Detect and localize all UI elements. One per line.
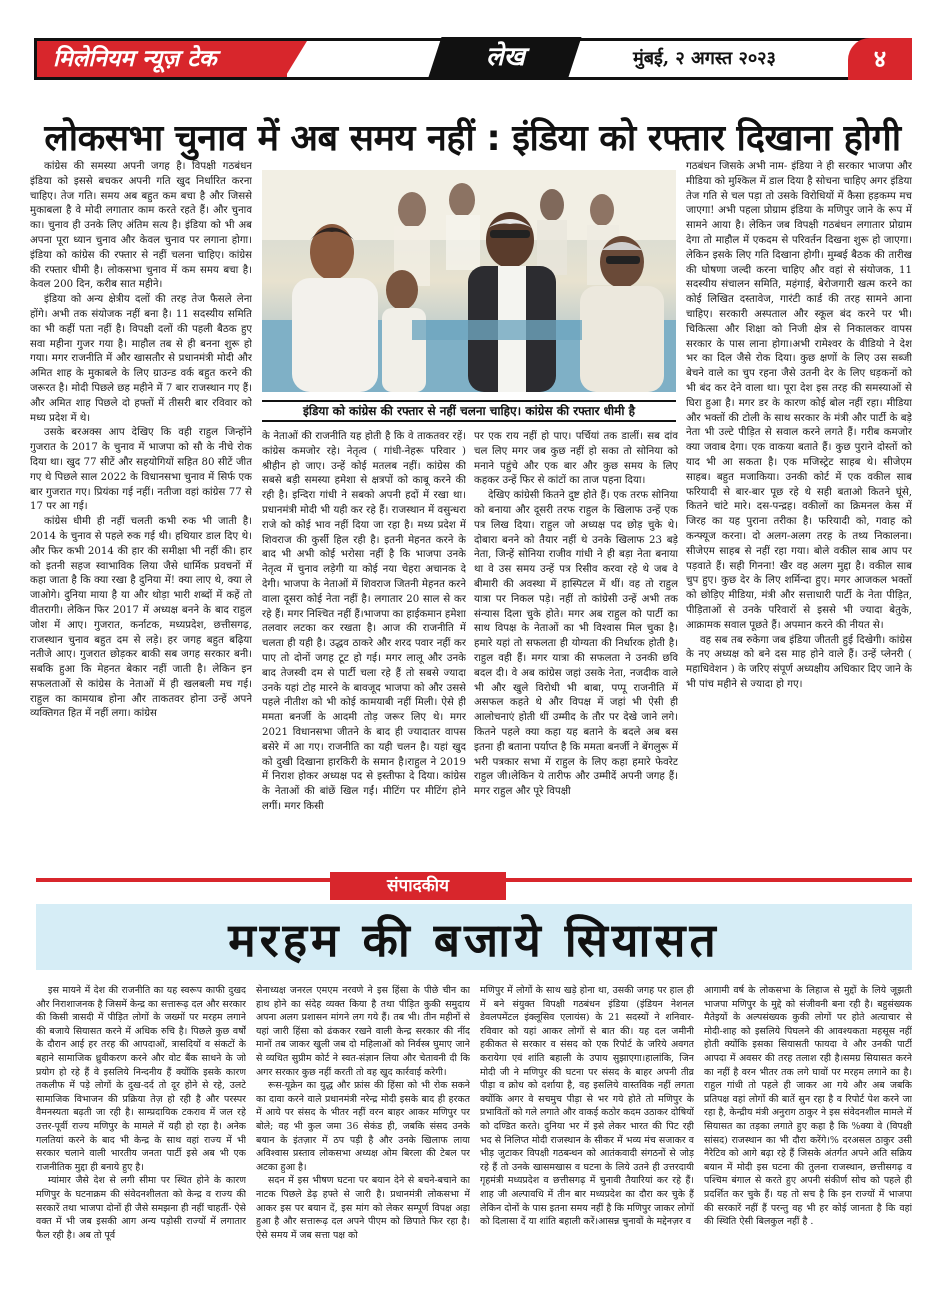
article-column-1 xyxy=(30,160,252,870)
editorial-column-4 xyxy=(704,984,912,1274)
article-paragraph: गठबंधन जिसके अभी नाम- इंडिया ने ही सरकार भाजपा और मीडिया को मुश्किल में डाल दिया है सोचना चाहिए अगर इंडिया तेज गति से चल पड़ा तो उसके विरोधियों में कैसा हड़कम्प मच जाएगा! अभी पहला प्रोग्राम इंडिया के मणिपुर जाने के रूप में सामने आया है। लेकिन जब विपक्षी गठबंधन लगातार प्रोग्राम देगा तो माहौल में एकदम से परिवर्तन दिखना शुरू हो जाएगा। लेकिन इसके लिए गति दिखाना होगी। मुम्बई बैठक की तारीख की घोषणा जल्दी करना चाहिए और वहां से संयोजक, 11 सदस्यीय संचालन समिति, महंगाई, बेरोजगारी खत्म करने का कोई लिखित दस्तावेज, गारंटी कार्ड की तरह सामने आना चाहिए। सरकारी अस्पताल और स्कूल बंद करने पर भी। चिकित्सा और शिक्षा को निजी क्षेत्र से निकालकर वापस सरकार के पास लाना होगा।अभी रामेश्वर के वीडियो ने देश भर का दिल जैसे रोक दिया। कुछ क्षणों के लिए उस सब्जी बेचने वाले का चुप रहना जैसे उतनी देर के लिए धड़कनों को भी बंद कर देने वाला था। पूरा देश इस तरह की समस्याओं से घिरा हुआ है। मगर डर के कारण कोई बोल नहीं रहा। मीडिया और भक्तों की टोली के साथ सरकार के मंत्री और पार्टी के बड़े नेता भी उल्टे पीड़ित से सवाल करने लगते हैं। गरीब कमजोर क्या जवाब देगा। एक वाकया बताते हैं। कुछ पुराने दोस्तों को याद भी आ सकता है। एक मजिस्ट्रेट साहब थे। सीजेएम साहब। बहुत मजाकिया। उनकी कोर्ट में एक वकील साब फरियादी से बार-बार पूछ रहे थे सही बताओ कितने घूंसे, कितने चांटे मारे। दस-पन्द्रह। वकीलों का क्रिमनल केस में जिरह का यह पुराना तरीका है। फरियादी को, गवाह को कन्फ्यूज करना। दो अलग-अलग तरह के तथ्य निकालना।सीजेएम साहब से नहीं रहा गया। बोले वकील साब आप पर पड़वाते हैं। सही गिनना! खैर वह अलग मुद्दा है। वकील साब चुप हुए। कुछ देर के लिए शर्मिन्दा हुए। मगर आजकल भक्तों को छोड़िए मीडिया, मंत्री और सत्ताधारी पार्टी के नेता पीड़ित, पीड़िताओं से उनके परिवारों से इससे भी ज्यादा बेतुके, आक्रामक सवाल पूछते हैं। अपमान करने की नीयत से। xyxy=(686,161,912,631)
editorial-column-3 xyxy=(480,984,694,1274)
brand-slant-decoration xyxy=(285,41,307,77)
editorial-paragraph: म्यांमार जैसे देश से लगी सीमा पर स्थित होने के कारण मणिपुर के घटनाक्रम की संवेदनशीलता को केन्द्र व राज्य की सरकारें तथा भाजपा दोनों ही जैसे समझना ही नहीं चाहतीं- ऐसे वक्त में भी जब इसकी आग अन्य पड़ोसी राज्यों में लगातार फैल रही है। अब तो पूर्व xyxy=(36,1175,246,1241)
article-paragraph: देखिए कांग्रेसी कितने दुष्ट होते हैं। एक तरफ सोनिया को बनाया और दूसरी तरफ राहुल के खिलाफ उन्हें एक पत्र लिख दिया। राहुल जो अध्यक्ष पद छोड़ चुके थे। दोबारा बनने को तैयार नहीं थे उनके खिलाफ 23 बड़े नेता, जिन्हें सोनिया राजीव गांधी ने ही बड़ा नेता बनाया था वे उस समय उन्हें पत्र रिसीव करवा रहे थे जब वे बीमारी की अवस्था में हास्पिटल में थीं। वह तो राहुल यात्रा पर निकल पड़े। नहीं तो कांग्रेसी उन्हें अभी तक संन्यास दिला चुके होते। मगर अब राहुल को पार्टी का साथ विपक्ष के नेताओं का भी विश्वास मिल चुका है। हमारे यहां तो सफलता ही योग्यता की निर्धारक होती है। राहुल वही हैं। मगर यात्रा की सफलता ने उनकी छवि बदल दी। वे अब कांग्रेस जहां उसके नेता, नजदीक वाले भी और खुले विरोधी भी बाबा, पप्पू राजनीति में असफल कहते थे और विपक्ष में जहां भी ऐसी ही आलोचनाएं होती थीं उम्मीद के तौर पर देखे जाने लगे। कितने पहले क्या कहा यह बताने के बदले अब बस इतना ही बताना पर्याप्त है कि ममता बनर्जी ने बेंगलुरू में भरी पत्रकार सभा में राहुल के लिए कहा हमारे फेवरेट राहुल जी।लेकिन ये तारीफ और उम्मीदें अपनी जगह हैं। मगर राहुल और पूरे विपक्षी xyxy=(474,490,678,798)
section-label: लेख xyxy=(485,42,525,72)
editorial-paragraph: रूस-यूक्रेन का युद्ध और फ्रांस की हिंसा को भी रोक सकने का दावा करने वाले प्रधानमंत्री नरेन्द्र मोदी इसके बाद ही हरकत में आये पर संसद के भीतर नहीं वरन बाहर आकर मणिपुर पर बोले; वह भी कुल जमा 36 सेकंड ही, जबकि संसद उनके बयान के इंतज़ार में ठप पड़ी है और उनके खिलाफ लाया अविश्वास प्रस्ताव लोकसभा अध्यक्ष ओम बिरला की टेबल पर अटका हुआ है। xyxy=(256,1080,470,1173)
leaders-photo-illustration xyxy=(262,170,676,392)
newspaper-brand: मिलेनियम न्यूज़ टेक xyxy=(37,41,287,77)
dateline: मुंबई, २ अगस्त २०२३ xyxy=(633,48,776,69)
editorial-paragraph: मणिपुर में लोगों के साथ खड़े होना था, उसकी जगह पर हाल ही में बने संयुक्त विपक्षी गठबंधन इंडिया (इंडियन नेशनल डेवलपमेंटल इंक्लूसिव एलायंस) के 21 सदस्यों ने शनिवार-रविवार को यहां आकर लोगों से बात की। यह दल जमीनी हकीकत से सरकार व संसद को एक रिपोर्ट के जरिये अवगत करायेगा एवं शांति बहाली के उपाय सुझाएगा।हालांकि, जिन मोदी जी ने मणिपुर की घटना पर संसद के बाहर अपनी तीव्र पीड़ा व क्रोध को दर्शाया है, वह इसलिये वास्तविक नहीं लगता क्योंकि अगर वे सचमुच पीड़ा से भर गये होते तो मणिपुर के प्रभावितों को गले लगाते और वाकई कठोर कदम उठाकर दोषियों को दण्डित करते। दुनिया भर में इसे लेकर भारत की पिट रही भद से निलिप्त मोदी राजस्थान के सीकर में भव्य मंच सजाकर व भीड़ जुटाकर विपक्षी गठबन्धन को आतंकवादी संगठनों से जोड़ रहे हैं तो उनके खासमखास व घटना के लिये उतने ही उत्तरदायी गृहमंत्री मध्यप्रदेश व छत्तीसगढ़ में चुनावी तैयारियां कर रहे हैं। शाह जी अल्पावधि में तीन बार मध्यप्रदेश का दौरा कर चुके हैं लेकिन दोनों के पास इतना समय नहीं है कि मणिपुर जाकर लोगों को दिलासा दें या शांति बहाली करें।आसन्न चुनावों के मद्देनज़र व xyxy=(480,985,694,1228)
editorial-paragraph: इस मायने में देश की राजनीति का यह स्वरूप काफी दुखद और निराशाजनक है जिसमें केन्द्र का सत्तारूढ़ दल और सरकार की किसी त्रासदी में पीड़ित लोगों के जख्मों पर मरहम लगाने की बजाये सियासत करने में अधिक रुचि है। पिछले कुछ वर्षों के दौरान आई हर तरह की आपदाओं, त्रासदियों व संकटों के बहाने सामाजिक ध्रुवीकरण करने और वोट बैंक साधने के जो प्रयोग हो रहे हैं वे इसलिये निन्दनीय हैं क्योंकि इसके कारण तकलीफ में पड़े लोगों के दुख-दर्द तो दूर होने से रहे, उलटे सामाजिक विभाजन की प्रक्रिया तेज़ हो रही है और परस्पर वैमनस्यता बढ़ती जा रही है। साम्प्रदायिक टकराव में जल रहे उत्तर-पूर्वी राज्य मणिपुर के मामले में यही हो रहा है। अनेक गलतियां करने के बाद भी केन्द्र के साथ वहां राज्य में भी सरकार चलाने वाली भारतीय जनता पार्टी इसे अब भी एक राजनीतिक मुद्दा ही बनाये हुए है। xyxy=(36,985,246,1173)
section-tab xyxy=(429,37,582,77)
editorial-tab: संपादकीय xyxy=(330,872,506,900)
article-headline: लोकसभा चुनाव में अब समय नहीं : इंडिया को रफ्तार दिखाना होगी xyxy=(44,118,901,159)
article-paragraph: पर एक राय नहीं हो पाए। पर्चियां तक डालीं। सब दांव चल लिए मगर जब कुछ नहीं हो सका तो सोनिया को मनाने पहुंचे और एक बार और कुछ समय के लिए कहकर उन्हें फिर से कांटों का ताज पहना दिया। xyxy=(474,431,678,487)
article-paragraph: वह सब तब रुकेगा जब इंडिया जीतती हुई दिखेगी। कांग्रेस के नए अध्यक्ष को बने दस माह होने वाले हैं। उन्हें प्लेनरी ( महाधिवेशन ) के जरिए संपूर्ण अध्यक्षीय अधिकार दिए जाने के भी पांच महीने से ज्यादा हो गए। xyxy=(686,634,912,690)
article-paragraph: कांग्रेस धीमी ही नहीं चलती कभी रुक भी जाती है। 2014 के चुनाव से पहले रुक गई थी। हथियार डाल दिए थे। और फिर कभी 2014 की हार की समीक्षा भी नहीं की। हार को इतनी सहज स्वाभाविक लिया जैसे धार्मिक प्रवचनों में कहा जाता है कि क्या रखा है दुनिया में! क्या लाए थे, क्या ले जाओगे। दुनिया माया है या और थोड़ा भारी शब्दों में कहें तो वीतरागी। लेकिन फिर 2017 में अध्यक्ष बनने के बाद राहुल जोश में आए। गुजरात, कर्नाटक, मध्यप्रदेश, छत्तीसगढ़, राजस्थान चुनाव बहुत दम से लड़े। हर जगह बहुत बढ़िया नतीजे आए। गुजरात छोड़कर बाकी सब जगह सरकार बनी। सबकि हुआ कि मेहनत बेकार नहीं जाती है। लेकिन इन सफलताओं से कांग्रेस के नेताओं में ही खलबली मच गई। राहुल का कामयाब होना और ताकतवर होना उन्हें अपने व्यक्तिगत हित में नहीं लगा। कांग्रेस xyxy=(30,516,252,720)
article-column-2 xyxy=(262,430,466,870)
photo-caption: इंडिया को कांग्रेस की रफ्तार से नहीं चलना चाहिए। कांग्रेस की रफ्तार धीमी है xyxy=(262,400,676,422)
masthead xyxy=(34,38,912,80)
article-column-3 xyxy=(474,430,678,870)
news-photo xyxy=(262,170,676,392)
editorial-headline: मरहम की बजाये सियासत xyxy=(228,913,720,967)
editorial-column-1 xyxy=(36,984,246,1274)
editorial-paragraph: सदन में इस भीषण घटना पर बयान देने से बचने-बचाने का नाटक पिछले डेढ़ हफ्ते से जारी है। प्रधानमंत्री लोकसभा में आकर इस पर बयान दें, इस मांग को लेकर सम्पूर्ण विपक्ष अड़ा हुआ है और सत्तारूढ़ दल अपने पीएम को छिपाते फिर रहा है। ऐसे समय में जब सत्ता पक्ष को xyxy=(256,1175,470,1241)
editorial-paragraph: सेनाध्यक्ष जनरल एमएम नरवणे ने इस हिंसा के पीछे चीन का हाथ होने का संदेह व्यक्त किया है तथा पीड़ित कुकी समुदाय अपना अलग प्रशासन मांगने लग गये हैं। तब भी। तीन महीनों से यहां जारी हिंसा को ढंककर रखने वाली केन्द्र सरकार की नींद मानों तब जाकर खुली जब दो महिलाओं को निर्वस्त्र घुमाए जाने से व्यथित सुप्रीम कोर्ट ने स्वत-संज्ञान लिया और चेतावनी दी कि अगर सरकार कुछ नहीं करती तो वह खुद कार्रवाई करेगी। xyxy=(256,985,470,1078)
article-paragraph: इंडिया को अन्य क्षेत्रीय दलों की तरह तेज फैसले लेना होंगे। अभी तक संयोजक नहीं बना है। 11 सदस्यीय समिति का भी कहीं पता नहीं है। विपक्षी दलों की पहली बैठक हुए सवा महीना गुजर गया है। माहौल तब से ही बनना शुरू हो गया। मगर राजनीति में और खासतौर से प्रधानमंत्री मोदी और अमित शाह के मुकाबले के लिए ग्राउन्ड वर्क बहुत करने की जरूरत है। मोदी पिछले छह महीने में 7 बार राजस्थान गए हैं। और अमित शाह पिछले दो हफ्तों में तीसरी बार रविवार को मध्य प्रदेश में थे। xyxy=(30,294,252,424)
page-number: ४ xyxy=(848,38,912,80)
article-column-4 xyxy=(686,160,912,870)
article-paragraph: के नेताओं की राजनीति यह होती है कि वे ताकतवर रहें। कांग्रेस कमजोर रहे। नेतृत्व ( गांधी-नेहरू परिवार ) श्रीहीन हो जाए। उन्हें कोई मतलब नहीं। कांग्रेस की सबसे बड़ी समस्या हमेशा से क्षत्रपों को काबू करने की रही है। इन्दिरा गांधी ने सबको अपनी हदों में रखा था। प्रधानमंत्री मोदी भी यही कर रहे हैं। राजस्थान में वसुन्धरा राजे को कोई भाव नहीं दिया जा रहा है। मध्य प्रदेश में शिवराज की कुर्सी हिल रही है। इतनी मेहनत करने के बाद भी अभी कोई भरोसा नहीं है कि भाजपा उनके नेतृत्व में चुनाव लड़ेगी या कोई नया चेहरा अचानक दे देगी। भाजपा के नेताओं में शिवराज जितनी मेहनत करने वाला दूसरा कोई नेता नहीं है। लगातार 20 साल से कर रहे हैं। मगर निश्चित नहीं हैं।भाजपा का हाईकमान हमेशा तलवार लटका कर रखता है। आज की राजनीति में चलता ही यही है। उद्धव ठाकरे और शरद पवार नहीं कर पाए तो दोनों जगह टूट हो गई। मगर लालू और उनके बाद तेजस्वी दम से पार्टी चला रहे हैं तो सबसे ज्यादा उनके यहां टोह मारने के बावजूद भाजपा को और उससे पहले नीतीश को भी कोई कामयाबी नहीं मिली। ऐसे ही ममता बनर्जी के आदमी तोड़ जरूर लिए थे। मगर 2021 विधानसभा जीतने के बाद ही ज्यादातर वापस बसेरे में आ गए। राजनीति का यही चलन है। यहां खुद को दुखी दिखाना हारकिरी के समान है।राहुल ने 2019 में निराश होकर अध्यक्ष पद से इस्तीफा दे दिया। कांग्रेस के नेताओं की बांछें खिल गईं। मीटिंग पर मीटिंग होने लगीं। मगर किसी xyxy=(262,431,466,812)
article-paragraph: उसके बरअक्स आप देखिए कि वही राहुल जिन्होंने गुजरात के 2017 के चुनाव में भाजपा को सौ के नीचे रोक दिया था। खुद 77 सीटें और सहयोगियों सहित 80 सीटें जीत गए थे पिछले साल 2022 के विधानसभा चुनाव में सिर्फ एक बार गुजरात गए। प्रियंका गई नहीं। नतीजा वहां कांग्रेस 77 से 17 पर आ गई। xyxy=(30,427,252,513)
article-paragraph: कांग्रेस की समस्या अपनी जगह है। विपक्षी गठबंधन इंडिया को इससे बचकर अपनी गति खुद निर्धारित करना चाहिए। तेज गति। समय अब बहुत कम बचा है और जिससे मुकाबला है वे मोदी लगातार काम करते रहते हैं। और चुनाव का। चुनाव ही उनके लिए अंतिम सत्य है। इंडिया को भी अब अपना पूरा ध्यान चुनाव और केवल चुनाव पर लगाना होगा।इंडिया को कांग्रेस की रफ्तार से नहीं चलना चाहिए। कांग्रेस की रफ्तार धीमी है। लोकसभा चुनाव में कम समय बचा है। केवल 200 दिन, करीब सात महीने। xyxy=(30,161,252,291)
editorial-paragraph: आगामी वर्ष के लोकसभा के लिहाज से मुद्दों के लिये जूझती भाजपा मणिपुर के मुद्दे को संजीवनी बना रही है। बहुसंख्यक मैतेइयों के अल्पसंख्यक कुकी लोगों पर होते अत्याचार से मोदी-शाह को इसलिये पिघलने की आवश्यकता महसूस नहीं होती क्योंकि इसका सियासती फायदा वे और उनकी पार्टी आपदा में अवसर की तरह तलाश रही है।समग्र सियासत करने का नहीं है वरन भीतर तक लगे घावों पर मरहम लगाने का है। राहुल गांधी तो पहले ही जाकर आ गये और अब जबकि प्रतिपक्ष वहां लोगों की बातें सुन रहा है व रिपोर्ट पेश करने जा रहा है, केन्द्रीय मंत्री अनुराग ठाकुर ने इस संवेदनशील मामले में सियासत का तड़का लगाते हुए कहा है कि %क्या वे (विपक्षी सांसद) राजस्थान का भी दौरा करेंगे।% दरअसल ठाकुर उसी नैरेटिव को आगे बढ़ा रहे हैं जिसके अंतर्गत अपने अति सक्रिय बयान में मोदी इस घटना की तुलना राजस्थान, छत्तीसगढ़ व पश्चिम बंगाल से करते हुए अपनी संकीर्ण सोच को पहले ही प्रदर्शित कर चुके हैं। यह तो सच है कि इन राज्यों में भाजपा की सरकारें नहीं हैं परन्तु वह भी हर कोई जानता है कि वहां की स्थिति ऐसी बिलकुल नहीं है . xyxy=(704,985,912,1228)
editorial-column-2 xyxy=(256,984,470,1274)
